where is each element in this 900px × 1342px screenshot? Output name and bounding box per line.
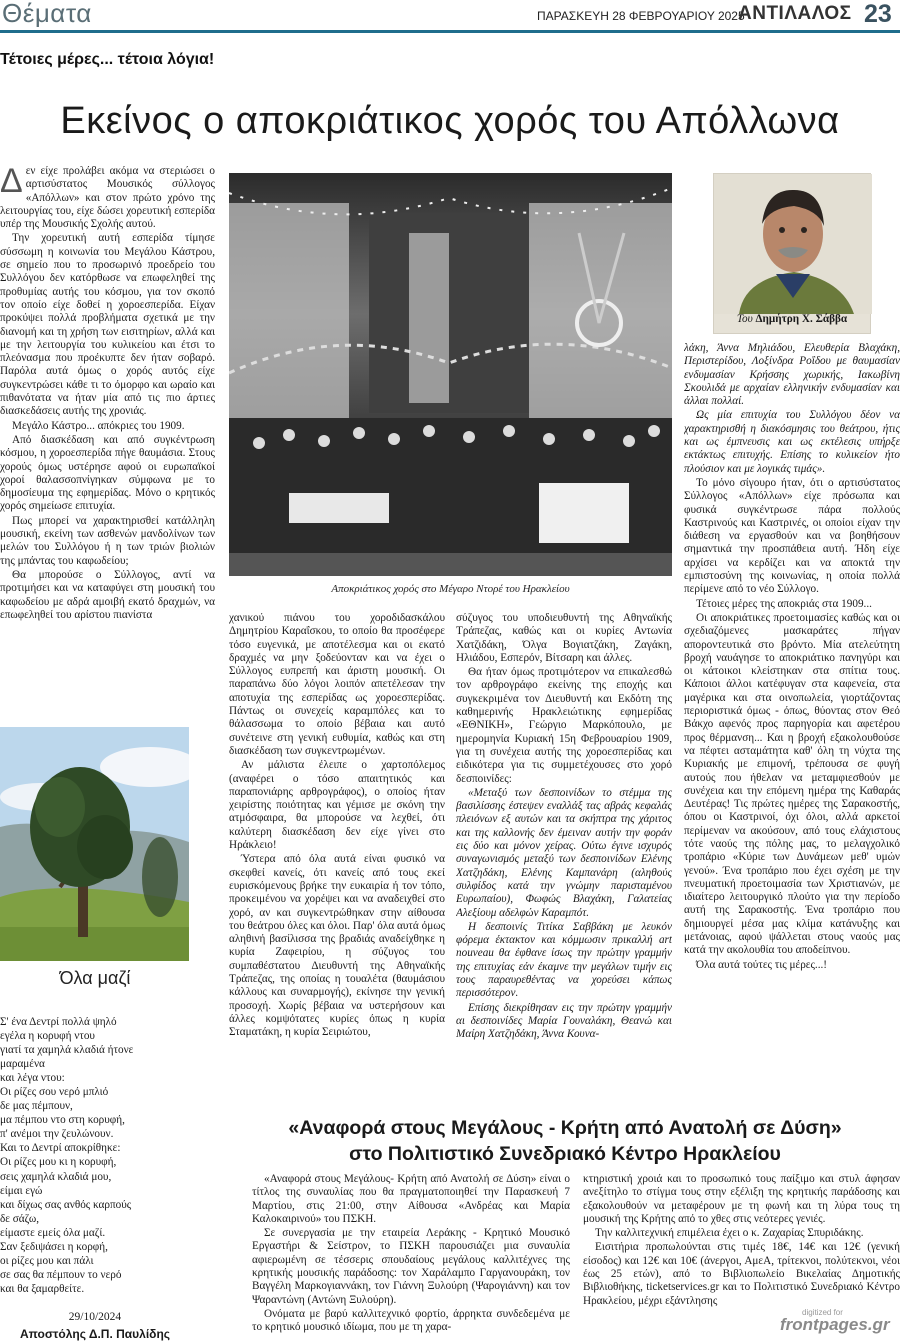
tree-image bbox=[0, 727, 189, 961]
watermark: frontpages.gr bbox=[780, 1315, 890, 1334]
second-article-title-line-1: «Αναφορά στους Μεγάλους - Κρήτη από Ανατολή σε Δύση» bbox=[288, 1117, 842, 1139]
poem-line: μα πέμπου ντο στη κορυφή, bbox=[0, 1114, 125, 1127]
quote-paragraph: Ως μία επιτυχία του Συλλόγου δέον να χαρακτηρισθή η διακόσμησις του θεάτρου, ήτις και ως έμπνευσις και ως εκτέλεσις υπήρξε εκτάκτως επιτυχής. Επίσης το κυλικείον ήτο πλούσιον και με λογικάς τιμάς». bbox=[684, 409, 900, 475]
ball-photo bbox=[229, 173, 672, 576]
watermark-small: digitized for bbox=[802, 1308, 843, 1317]
poem-line: δε σάζω, bbox=[0, 1212, 40, 1225]
poem-line: Σ' ένα Δεντρί πολλά ψηλό bbox=[0, 1016, 117, 1028]
paragraph: Όλα αυτά τούτες τις μέρες...! bbox=[696, 958, 828, 971]
paragraph: «Αναφορά στους Μεγάλους- Κρήτη από Ανατολή σε Δύση» είναι ο τίτλος της συναυλίας που θα πραγματοποιηθεί την Παρασκευή 7 Μαρτίου, στις 21:00, στην Αίθουσα «Ανδρέας και Μαρία Καλοκαιρινού» του ΠΣΚΗ. bbox=[252, 1173, 570, 1225]
section-label: Θέματα bbox=[2, 0, 92, 28]
paragraph: Θα ήταν όμως προτιμότερον να επικαλεσθώ τον αρθρογράφο εκείνης της εποχής και συγκεκριμένα τον Διευθυντή και Εκδότη της καθημερινής Ηρακλειώτικης εφημερίδας «ΕΘΝΙΚΗ», Γεώργιο Μαρκόπουλο, με ημερομηνία Κυριακή 15η Φεβρουαρίου 1909, για τη συνέχεια αυτής της χοροεσπερίδας και ειδικότερα για τις συμμετέχουσες στο χορό δεσποινίδες: bbox=[456, 666, 672, 785]
poem-line: και θα ξαμαρθείτε. bbox=[0, 1282, 85, 1295]
paragraph: Οι αποκριάτικες προετοιμασίες καθώς και οι σχεδιαζόμενες μασκαράτες πήγαν αποροντευτικά στο βρόντο. Μία ατελεύτητη βροχή ναυάγησε το αποκριάτικο πανηγύρι και οι κάτοικοι κλείστηκαν στα σπίτια τους. Κάποιοι άλλοι κατέφυγαν στα καφενεία, στα μαγέρικα και στα οινοπωλεία, γιορτάζοντας περιοριστικά όμως - όπως, θύοντας στον Θεό Βάκχο αφενός προς παρηγορία και αφετέρου προς θέρμανση... Και η βροχή εξακολουθούσε να πέφτει ασταμάτητα καθ' όλη τη νύχτα της Κυριακής με επιμονή, τρέπουσα σε φυγή αυτούς που ήθελαν να μεταμφιεσθούν με συνέχεια και την επόμενη ημέρα της Καθαράς Δευτέρας! Τις πρώτες ημέρες της Σαρακοστής, όπου οι Καστρινοί, όχι όλοι, αλλά αρκετοί περίμεναν να ακούσουν, από τους ελάχιστους τότε ναούς της πόλης μας, το μελαγχολικό τροπάριο «Κύριε των Δυνάμεων μεθ' υμών γενού». Ένα τροπάριο που έχει σχέση με την πνευματική προετοιμασία των Χριστιανών, με ιδιαίτερο λειτουργικό πλούτο για την περίοδο αυτή της Σαρακοστής. Ένα τροπάριο που δημιουργεί μέσα μας κλίμα κατάνυξης και μετάνοιας, αφού ψάλλεται στους ναούς μας κατά την ακολουθία του αποδείπνου. bbox=[684, 611, 900, 957]
page-number: 23 bbox=[864, 0, 892, 28]
paragraph: Ονόματα με βαρύ καλλιτεχνικό φορτίο, άρρηκτα συνδεδεμένα με το κρητικό μουσικό ιδίωμα, που με τη χαρα- bbox=[252, 1307, 570, 1334]
newspaper-name: ΑΝΤΙΛΑΛΟΣ bbox=[738, 3, 852, 24]
poem-line: Οι ρίζες μου κι η κορυφή, bbox=[0, 1156, 117, 1169]
paragraph: Τέτοιες μέρες της αποκριάς στα 1909... bbox=[696, 597, 872, 610]
photo-caption: Αποκριάτικος χορός στο Μέγαρο Ντορέ του Ηρακλείου bbox=[331, 583, 570, 595]
kicker: Τέτοιες μέρες... τέτοια λόγια! bbox=[0, 51, 215, 68]
poem-line: σεις χαμηλά κλαδιά μου, bbox=[0, 1170, 112, 1183]
paragraph: Σε συνεργασία με την εταιρεία Λεράκης - Κρητικό Μουσικό Εργαστήρι & Σείστρον, το ΠΣΚΗ παρουσιάζει μια συναυλία αφιερωμένη σε τέσσερις σπουδαίους μεγάλους καλλιτέχνες της κρητικής μουσικής παράδοσης: τον Χαράλαμπο Γαργανουράκη, τον Βαγγέλη Μαρκογιαννάκη, τον Γιάννη Ξυλούρη (Ψαρογιάννη) και τον Ψαραντώνη (Αντώνη Ξυλούρη). bbox=[252, 1227, 570, 1306]
paragraph: Αν μάλιστα έλειπε ο χαρτοπόλεμος (αναφέρει ο τόσο απαιτητικός και παραπονιάρης αρθρογράφος), ο οποίος ήταν χειρίστης ποιότητας και γέμισε με σκόνη την ατμόσφαιρα, θα μπορούσε να λεχθεί, ότι καλύτερη διασκέδαση δεν είχε γίνει στο Ηράκλειο! bbox=[229, 759, 445, 852]
poem-line: δε μας πέμπουν, bbox=[0, 1100, 73, 1113]
article-column-3 bbox=[456, 612, 672, 1094]
paragraph: Εισιτήρια προπωλούνται στις τιμές 18€, 14€ και 12€ (γενική είσοδος) και 12€ και 10€ (άνεργοι, ΑμεΑ, τρίτεκνοι, πολύτεκνοι, νέοι έως 25 ετών), από το Βιβλιοπωλείο Βικελαίας Δημοτικής Βιβλιοθήκης, ticketservices.gr και το Πολιτιστικό Συνεδριακό Κέντρο Ηρακλείου, μέχρι εξάντλησης bbox=[583, 1241, 900, 1307]
poem-line: και δίχως σας ανθός καρπούς bbox=[0, 1198, 132, 1211]
author-portrait bbox=[713, 173, 871, 334]
paragraph: σύζυγος του υποδιευθυντή της Αθηναϊκής Τράπεζας, καθώς και οι κυρίες Αντωνία Χατζιδάκη, Όλγα Βογιατζάκη, Ζαγάκη, Ηλιάδου, Εσπερόν, Βίτσαρη και άλλες. bbox=[456, 612, 672, 664]
page-header bbox=[0, 0, 900, 30]
article-column-1 bbox=[0, 165, 215, 710]
quote-paragraph: Η δεσποινίς Τιτίκα Σαββάκη με λευκόν φόρεμα έκτακτον και κόμμωσιν πρικαλλή art nouveau θα έφθανε ίσως την πρώτην γραμμήν της επιτυχίας εάν έκαμνε την μεγάλων τιμήν εις τους παραυρεθέντας να χορεύσει κάπως περισσότερον. bbox=[456, 920, 672, 1000]
headline: Εκείνος ο αποκριάτικος χορός του Απόλλωνα bbox=[60, 100, 840, 142]
poem-line: οι ρίζες μου και πάλι bbox=[0, 1254, 94, 1267]
poem-line: εγέλα η κορυφή ντου bbox=[0, 1030, 95, 1043]
paragraph: Από διασκέδαση και από συγκέντρωση κόσμου, η χοροεσπερίδα πήγε θαυμάσια. Στους χορούς όμως υστέρησε αφού οι ευρωπαϊκοί χοροί θαλασσοπνίγηκαν σύμφωνα με το δημοσίευμα της εφημερίδας. Μόνο ο κρητικός χορός σημείωσε επιτυχία. bbox=[0, 433, 215, 513]
paragraph: Ύστερα από όλα αυτά είναι φυσικό να σκεφθεί κανείς, ότι κανείς από τους εκεί ευρισκόμενους βρήκε την ευκαιρία ή τον τόπο, προκειμένου να χορέψει και να αναδειχθεί στο χορό, αν και συγκεντρώθηκαν στην αίθουσα του θεάτρου όλες και όλοι. Παρ' όλα αυτά όμως αληθινή βασίλισσα της βραδιάς αναδείχθηκε η κυρία Ζαφειρίου, η σύζυγος του συμπαθέστατου Διευθυντή της Αθηναϊκής Τράπεζας, της οποίας η τουαλέτα (θαυμάσιου κάλλους και συναρμογής), εκίνησε την γενική προσοχή. Χωρίς βέβαια να υστερήσουν και άλλες κομψότατες κυρίες όπως η κυρία Σταματάκη, η κυρία Σειριώτου, bbox=[229, 853, 445, 1039]
quote-paragraph: Επίσης διεκρίθησαν εις την πρώτην γραμμήν αι δεσποινίδες Μαρία Γουναλάκη, Θεανώ και Μαίρη Χατζηδάκη, Άννα Κουνα- bbox=[456, 1001, 672, 1041]
poem-line: Σαν ξεδιψάσει η κορφή, bbox=[0, 1240, 108, 1253]
paragraph: Θα μπορούσε ο Σύλλογος, αντί να προτιμήσει και να καταφύγει στη μουσική του καφωδείου με αδρά αμοιβή εκατό δραχμών, να επωφεληθεί του αρίστου πιανίστα bbox=[0, 568, 215, 621]
tree-photo bbox=[0, 727, 189, 961]
article-column-4 bbox=[684, 342, 900, 1090]
paragraph: χανικού πιάνου του χοροδιδασκάλου Δημητρίου Καραΐσκου, το οποίο θα προσέφερε τόσο ευγενικά, με αποτέλεσμα και οι εκατό δραχμές να μην ξοδεύονταν και να έχει ο Σύλλογος ευπρεπή και άριστη μουσική. Οι παραπάνω δύο λόγοι λοιπόν απετέλεσαν την αποτυχία της εσπερίδας ως χοροεσπερίδας. Πάντως οι συνεχείς καραμπόλες και το θάλασσωμα το οποίο βέβαια και αυτό συνέτεινε στη γενική ευθυμία, καθώς και στη διασκέδαση των συγκεντρωμένων. bbox=[229, 612, 445, 757]
poem-date: 29/10/2024 bbox=[68, 1311, 122, 1323]
paragraph: Την καλλιτεχνική επιμέλεια έχει ο κ. Ζαχαρίας Σπυριδάκης. bbox=[595, 1227, 864, 1240]
paragraph: κτηριστική χροιά και το προσωπικό τους παίξιμο και στυλ άφησαν ανεξίτηλο το στίγμα τους στην εξέλιξη της κρητικής παράδοσης και εξακολουθούν να μεταφέρουν με τη φωνή και τη λύρα τους τη μουσική της Κρήτης από το χθες στις νεότερες γενιές. bbox=[583, 1173, 900, 1225]
paragraph: Το μόνο σίγουρο ήταν, ότι ο αρτισύστατος Σύλλογος «Απόλλων» είχε πρόσωπα και φυσικά συγκέντρωσε πάρα πολλούς Καστρινούς και Καστρινές, οι οποίοι είχαν την διάθεση να εργασθούν και να βοηθήσουν σημαντικά την προσπάθεια αυτή. Ήδη είχε αρχίσει να κερδίζει και να αποκτά την εμπιστοσύνη της κοινωνίας, η οποία πολλά περίμενε από το νέο Σύλλογο. bbox=[684, 476, 900, 596]
paragraph: Δεν είχε προλάβει ακόμα να στεριώσει ο αρτισύστατος Μουσικός σύλλογος «Απόλλων» και στον πρώτο χρόνο της λειτουργίας του, είχε δώσει χορευτική εσπερίδα υπέρ της Μουσικής Σχολής αυτού. bbox=[0, 165, 215, 231]
poem-line: μαραμένα bbox=[0, 1058, 45, 1071]
poem-author: Αποστόλης Δ.Π. Παυλίδης bbox=[19, 1327, 171, 1341]
poem-line: είμαι εγώ bbox=[0, 1184, 43, 1197]
sidebar-title: Όλα μαζί bbox=[59, 968, 131, 988]
paragraph: Πως μπορεί να χαρακτηρισθεί κατάλληλη μουσική, εκείνη των ασθενών μανδολίνων των μελών του Συλλόγου ή η των τριών βιολιών της μπάντας του καφωδείου; bbox=[0, 514, 215, 567]
poem-line: Και το Δεντρί αποκρίθηκε: bbox=[0, 1142, 121, 1155]
poem-line: και λέγα ντου: bbox=[0, 1072, 65, 1085]
poem-line: είμαστε εμείς όλα μαζί. bbox=[0, 1226, 106, 1239]
ball-photo-image bbox=[229, 173, 672, 576]
second-article-title-line-2: στο Πολιτιστικό Συνεδριακό Κέντρο Ηρακλείου bbox=[349, 1143, 781, 1165]
paragraph: Μεγάλο Κάστρο... απόκριες του 1909. bbox=[12, 419, 185, 432]
quote-paragraph: «Μεταξύ των δεσποινίδων το στέμμα της βασιλίσσης έστεψεν εναλλάξ τας αβράς κεφαλάς πλειόνων εξ αυτών και τα σκήπτρα της χάριτος και της καλλονής δεν έμειναν αυτήν την φοράν εις δύο και μόνον χείρας. Ούτω έγινε ισχυρός συναγωνισμός μεταξύ των δεσποινίδων Ελένης Χατζηδάκη, Ελένης Καμπανάρη (αληθούς συλφίδος κατά την γνώμην παρισταμένου Ευρωπαίου), Φωφώς Βλαχάκη, Γαλατείας Αλεξίουμ αδελφών Καραμπότ. bbox=[456, 786, 672, 919]
second-article-left bbox=[252, 1173, 570, 1342]
quote-paragraph: λάκη, Άννα Μηλιάδου, Ελευθερία Βλαχάκη, Περιστερίδου, Λοξίνδρα Ροΐδου με θαυμασίαν ενδυμασίαν Κρήσσης χωρικής, Ιακωβίνη Σκουλιδά με αρχαίαν ελληνικήν ενδυμασίαν και άλλαι πολλαί. bbox=[684, 342, 900, 408]
poem-line: Οι ρίζες σου νερό μπλιό bbox=[0, 1086, 109, 1099]
poem-line: σε σας θα πέμπουν το νερό bbox=[0, 1268, 122, 1281]
article-column-2 bbox=[229, 612, 445, 1094]
poem-line: π' ανέμοι την ζευλώνουν. bbox=[0, 1128, 114, 1141]
author-photo bbox=[714, 174, 872, 314]
header-rule bbox=[0, 30, 900, 33]
paragraph: Την χορευτική αυτή εσπερίδα τίμησε σύσσωμη η κοινωνία του Μεγάλου Κάστρου, σε σημείο που το προσωρινό προεδρείο του Συλλόγου δεν κατόρθωσε να επωφεληθεί της προθυμίας αυτής του κόσμου, για τον σκοπό τον οποίο είχε δοθεί η χοροεσπερίδα. Είχαν προκύψει πολλά προβλήματα σχετικά με την διανομή και τη χρήση των εισιτηρίων, αλλά και με την λειτουργία του κυλικείου και έτσι το πλεόνασμα που προέκυπτε δεν ήταν σοβαρό. Παρόλα αυτά όμως ο χορός αυτός είχε συγκεντρώσει κάθε τι το όμορφο και ωραίο και πιθανότατα να ήταν μία από τις πιο άρτιες διασκεδάσεις αυτής της χρονιάς. bbox=[0, 232, 215, 418]
poem bbox=[0, 1015, 190, 1296]
poem-line: γιατί τα χαμηλά κλαδιά ήτονε bbox=[0, 1044, 134, 1057]
author-byline: Του Δημήτρη Χ. Σάββα bbox=[736, 313, 848, 325]
drop-cap: Δ bbox=[0, 165, 23, 200]
issue-date: ΠΑΡΑΣΚΕΥΗ 28 ΦΕΒΡΟΥΑΡΙΟΥ 2025 bbox=[537, 9, 745, 23]
